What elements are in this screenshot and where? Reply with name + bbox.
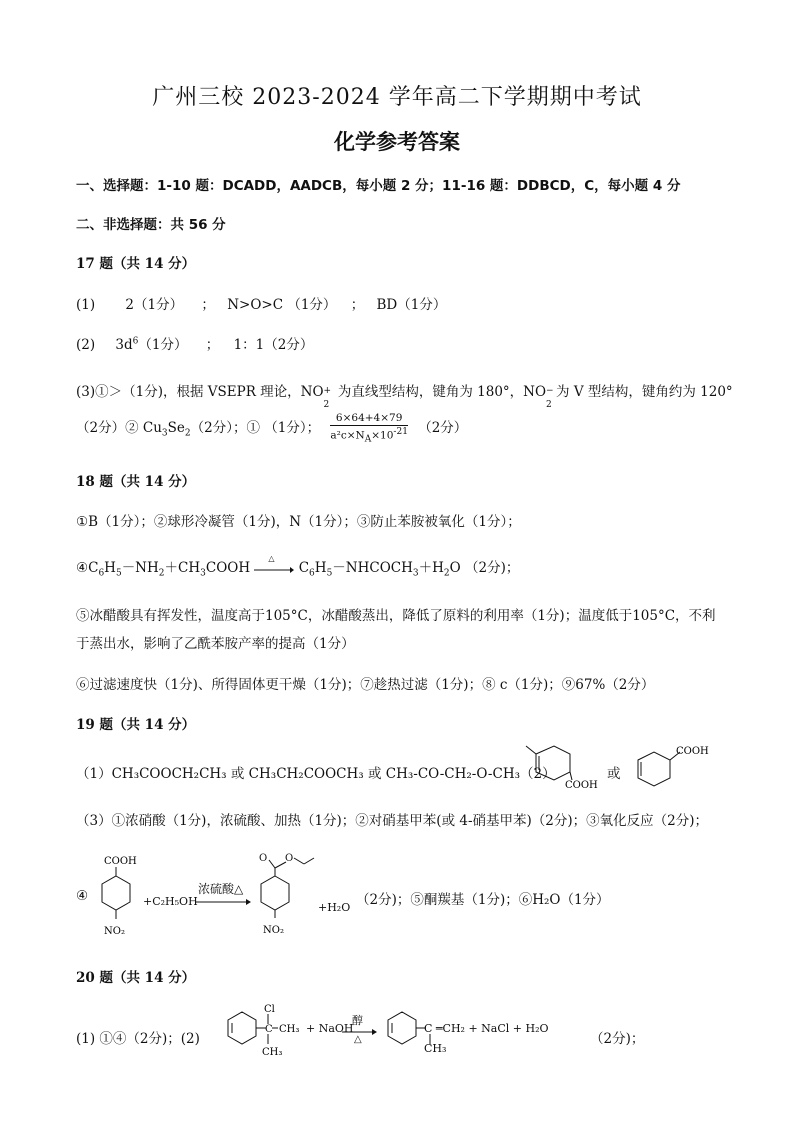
cyclohexene-structure-1 [510, 740, 600, 792]
q17-part3-line1: (3)①＞（1分)，根据 VSEPR 理论，NO + 2 为直线型结构，键角为 180°，NO − 2 为 V 型结构，键角约为 120° [76, 384, 733, 410]
density-fraction: $\frac{6\times 64+4\times 79}{a^2c\times N_A\times 10^{-21}}$ [330, 412, 408, 445]
q20-tail: （2分)； [590, 1031, 645, 1047]
q19-line1: （1）CH₃COOCH₂CH₃ 或 CH₃CH₂COOCH₃ 或 CH₃-CO-CH₂-O-CH₃（2） [76, 766, 556, 782]
cyclohexene-structure-2 [624, 742, 714, 788]
q18-line3: ⑤冰醋酸具有挥发性，温度高于105°C，冰醋酸蒸出，降低了原料的利用率（1分)；温度低于105°C，不利 [76, 608, 716, 624]
page-title: 广州三校 2023-2024 学年高二下学期期中考试 [152, 85, 642, 110]
reaction-arrow: △ [254, 562, 294, 576]
svg-text:COOH: COOH [676, 746, 709, 757]
reaction-arrow [196, 898, 252, 906]
q17-part1-a: 2（1分） [125, 297, 184, 313]
svg-text:COOH: COOH [565, 780, 598, 791]
q17-part2-b: 1：1（2分） [233, 337, 314, 353]
q18-line5: ⑥过滤速度快（1分)、所得固体更干燥（1分)；⑦趁热过滤（1分)；⑧ c（1分)；⑨67%（2分） [76, 677, 655, 693]
q17-part1-b: N>O>C （1分） [227, 297, 337, 313]
plus-naoh: + NaOH [306, 1022, 354, 1035]
separator: ； [350, 297, 365, 313]
nitrobenzoic-acid-structure [92, 852, 142, 938]
q18-heading: 18 题（共 14 分） [76, 474, 196, 490]
condition-alcohol: 醇 [352, 1014, 363, 1027]
separator: ； [205, 337, 220, 353]
q19-heading: 19 题（共 14 分） [76, 717, 196, 733]
svg-text:CH₃: CH₃ [262, 1047, 283, 1058]
plus-water: +H₂O [318, 901, 351, 914]
svg-text:O: O [259, 853, 268, 864]
q20-heading: 20 题（共 14 分） [76, 970, 196, 986]
ethyl-nitrobenzoate-structure [256, 848, 326, 938]
separator: ； [201, 297, 215, 313]
q19-line2: （3）①浓硝酸（1分)，浓硫酸、加热（1分)；②对硝基甲苯(或 4-硝基甲苯)（2分)；③氧化反应（2分)； [76, 813, 708, 829]
condition-heat: △ [354, 1034, 362, 1045]
svg-text:Cl: Cl [264, 1004, 275, 1015]
q17-part2 [76, 333, 313, 353]
q17-part2-number: (2) [76, 337, 96, 353]
q19-tail: （2分)；⑤酮羰基（1分)；⑥H₂O（1分） [356, 892, 610, 908]
svg-text:NO₂: NO₂ [263, 925, 284, 936]
q18-equation: $④C_6H_5-NH_2+CH_3COOH$ △ $C_6H_5-NHCOCH_3+H_2O$ （2分)； [76, 553, 520, 579]
svg-text:C: C [265, 1024, 273, 1035]
product-formula: C ═CH₂ + NaCl + H₂O [424, 1022, 549, 1035]
q20-line1: (1) ①④（2分)；(2) [76, 1031, 200, 1047]
reaction-condition: 浓硫酸△ [198, 882, 244, 896]
q17-part1-c: BD（1分） [376, 297, 447, 313]
q18-line4: 于蒸出水，影响了乙酰苯胺产率的提高（1分） [76, 636, 355, 652]
svg-text:NO₂: NO₂ [104, 926, 125, 937]
q17-part3-line2: （2分）② $Cu_3Se_2(2$分）；① （1分）； $\frac{6\times 64+4\times 79}{a^2c\times N_A\times 10^{-21}}$ （2分） [76, 412, 468, 445]
svg-text:CH₃: CH₃ [279, 1024, 300, 1035]
section-choice: 一、选择题：1-10 题：DCADD，AADCB，每小题 2 分；11-16 题：DDBCD，C，每小题 4 分 [76, 178, 681, 194]
svg-text:COOH: COOH [104, 856, 137, 867]
q19-num4: ④ [76, 888, 89, 904]
product-methyl: CH₃ [424, 1042, 447, 1055]
tertiary-chloride-structure [212, 1002, 312, 1060]
plus-ethanol: +C₂H₅OH [143, 895, 198, 908]
page-subtitle: 化学参考答案 [334, 130, 460, 154]
q17-heading: 17 题（共 14 分） [76, 256, 196, 272]
q17-part1 [76, 293, 446, 313]
section-nonchoice: 二、非选择题：共 56 分 [76, 217, 226, 233]
q18-line1: ①B（1分）；②球形冷凝管（1分)，N（1分）；③防止苯胺被氧化（1分）； [76, 514, 521, 530]
svg-text:O: O [285, 853, 294, 864]
q17-part2-a: $3d^6(1$分） [115, 336, 188, 353]
q17-part1-number: (1) [76, 297, 96, 313]
or-text: 或 [607, 766, 621, 782]
